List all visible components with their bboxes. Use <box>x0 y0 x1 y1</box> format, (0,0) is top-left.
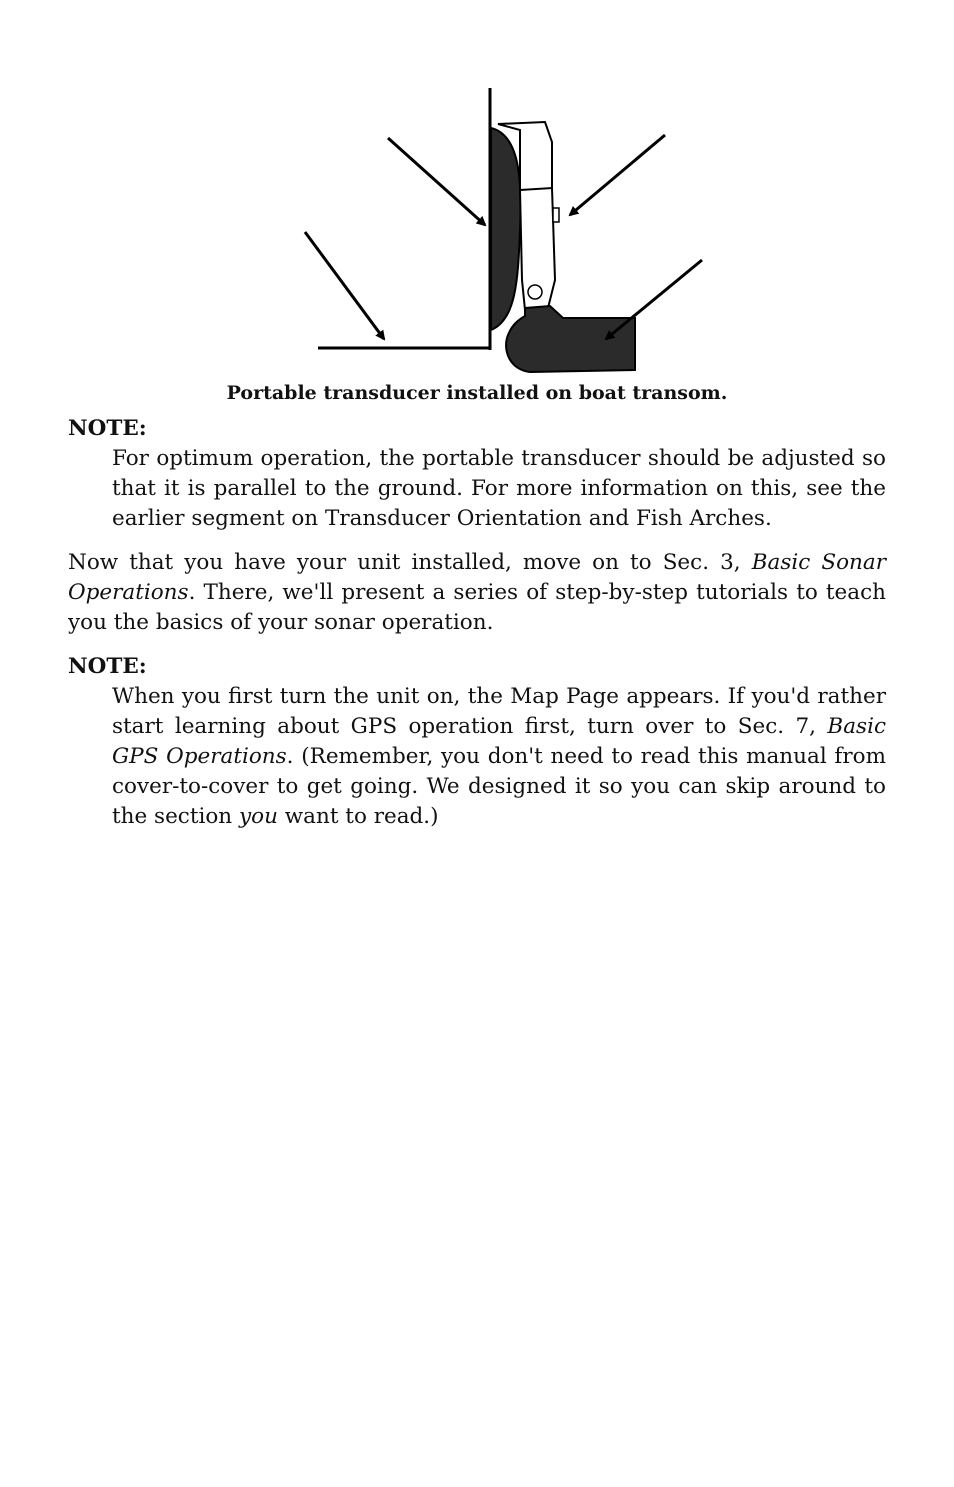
bracket-knob <box>553 208 559 222</box>
arrow-hull <box>305 232 384 339</box>
arrow-transducer <box>606 260 702 339</box>
note-body-2 <box>112 682 886 832</box>
transducer-illustration <box>280 80 720 380</box>
arrow-bracket <box>570 135 665 215</box>
para-text-after: . There, we'll present a series of step-by-step tutorials to teach you the basics of your sonar operation. <box>68 580 886 635</box>
note2-emphasis-b: you <box>238 804 278 829</box>
note-body-1: For optimum operation, the portable transducer should be adjusted so that it is parallel to the ground. For more information on this, see the earlier segment on Transducer Orientation and Fish Arches. <box>112 446 886 531</box>
note2-emphasis-a: Basic GPS Operations <box>112 714 886 769</box>
figure-caption: Portable transducer installed on boat transom. <box>226 382 728 404</box>
suction-cup <box>491 128 521 330</box>
para-text-before: Now that you have your unit installed, move on to Sec. 3, <box>68 550 752 575</box>
arrow-suction-cup <box>388 138 485 225</box>
body-paragraph <box>68 548 886 638</box>
note-label-1: NOTE: <box>68 416 147 441</box>
transducer-figure <box>280 80 720 380</box>
note2-text-c: want to read.) <box>277 804 439 829</box>
page-body <box>68 414 886 846</box>
pivot-bolt <box>528 285 542 299</box>
note2-text-b: . (Remember, you don't need to read this manual from cover-to-cover to get going. We designed it so you can skip around to the section <box>112 744 886 829</box>
para-emphasis: Basic Sonar Operations <box>68 550 886 605</box>
note-label-2: NOTE: <box>68 654 147 679</box>
note2-text-a: When you first turn the unit on, the Map Page appears. If you'd rather start learning about GPS operation first, turn over to Sec. 7, <box>112 684 886 739</box>
transducer-body <box>506 306 635 372</box>
